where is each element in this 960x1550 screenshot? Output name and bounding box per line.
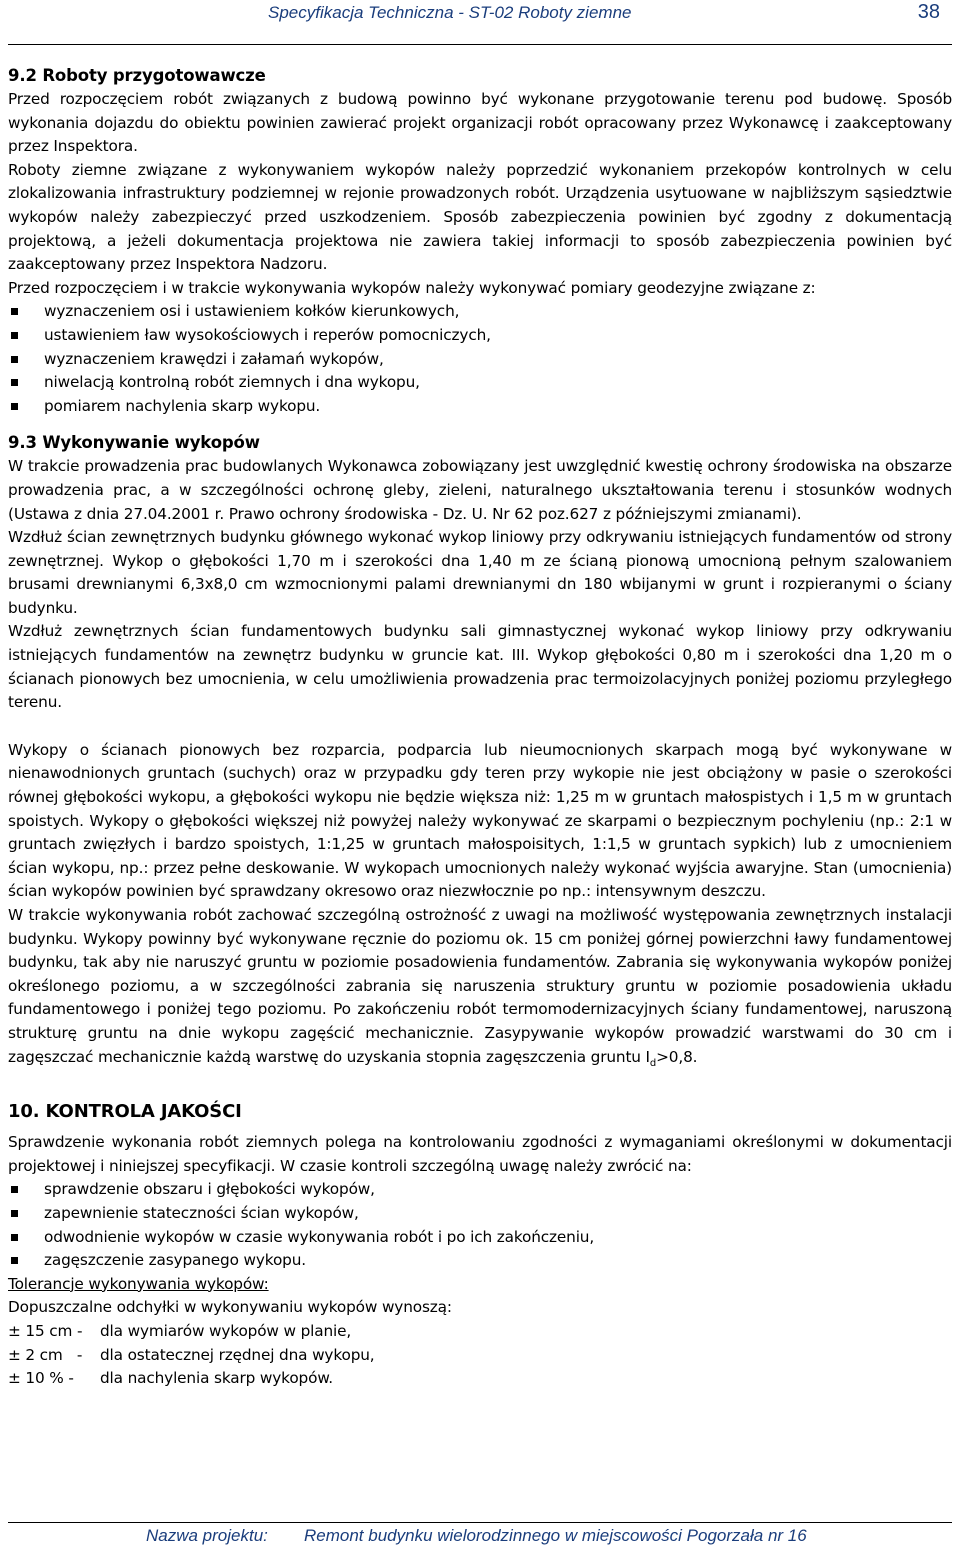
quality-control-list: [8, 1178, 952, 1272]
section-9-2-paragraph-3: Przed rozpoczęciem i w trakcie wykonywania wykopów należy wykonywać pomiary geodezyjne związane z:: [8, 278, 816, 297]
section-9-2-paragraph-2: Roboty ziemne związane z wykonywaniem wykopów należy poprzedzić wykonaniem przekopów kontrolnych w celu zlokalizowania infrastruktury podziemnej w rejonie prowadzonych robót. Urządzenia usytuowane w najbliższym sąsiedztwie wykopów należy zabezpieczyć przed uszkodzeniem. Sposób zabezpieczenia powinien być zgodny z dokumentacją projektową, a jeżeli dokumentacja projektowa nie zawiera takiej informacji to sposób zabezpieczenia powinien być zaakceptowany przez Inspektora Nadzoru.: [8, 160, 952, 274]
section-10-heading: 10. KONTROLA JAKOŚCI: [8, 1101, 242, 1123]
section-9-3-paragraph-5: [8, 904, 952, 1069]
tolerance-description: dla wymiarów wykopów w planie,: [100, 1321, 352, 1340]
project-name: Remont budynku wielorodzinnego w miejscowości Pogorzała nr 16: [304, 1526, 807, 1545]
subscript-d: d: [649, 1057, 657, 1069]
tolerance-value: ± 10 % -: [8, 1369, 74, 1388]
section-9-3-paragraph-3: Wzdłuż zewnętrznych ścian fundamentowych budynku sali gimnastycznej wykonać wykop liniowy przy odkrywaniu istniejących fundamentów na zewnętrz budynku w gruncie kat. III. Wykop głębokości 0,80 m i szerokości dna 1,20 m o ścianach pionowych bez umocnienia, w celu umożliwienia prowadzenia prac termoizolacyjnych poniżej poziomu przyległego terenu.: [8, 622, 952, 712]
section-9-2-heading: 9.2 Roboty przygotowawcze: [8, 66, 266, 85]
tolerance-description: dla ostatecznej rzędnej dna wykopu,: [100, 1345, 375, 1364]
list-item: niwelacją kontrolną robót ziemnych i dna wykopu,: [8, 371, 952, 395]
tolerance-value: ± 2 cm -: [8, 1345, 83, 1364]
page-footer: [8, 1522, 952, 1550]
document-body: [8, 64, 952, 1391]
section-9-3-paragraph-1: W trakcie prowadzenia prac budowlanych Wykonawca zobowiązany jest uwzględnić kwestię ochrony środowiska na obszarze prowadzenia prac, a w szczególności ochronę gleby, zieleni, naturalnego ukształtowania terenu i stosunków wodnych (Ustawa z dnia 27.04.2001 r. Prawo ochrony środowiska - Dz. U. Nr 62 poz.627 z późniejszymi zmianami).: [8, 457, 952, 523]
list-item: sprawdzenie obszaru i głębokości wykopów,: [8, 1178, 952, 1202]
list-item: zapewnienie stateczności ścian wykopów,: [8, 1202, 952, 1226]
paragraph-5-end: >0,8.: [656, 1047, 698, 1066]
footer-divider: [8, 1522, 952, 1523]
header-divider: [8, 44, 952, 45]
list-item: wyznaczeniem krawędzi i załamań wykopów,: [8, 348, 952, 372]
list-item: zagęszczenie zasypanego wykopu.: [8, 1249, 952, 1273]
list-item: pomiarem nachylenia skarp wykopu.: [8, 395, 952, 419]
tolerance-row: [8, 1344, 952, 1368]
tolerance-value: ± 15 cm -: [8, 1321, 83, 1340]
section-9-3-paragraph-4: Wykopy o ścianach pionowych bez rozparcia, podparcia lub nieumocnionych skarpach mogą być wykonywane w nienawodnionych gruntach (suchych) oraz w przypadku gdy teren przy wykopie nie jest obciążony w pasie o szerokości równej głębokości wykopu, a głębokości wykopu nie będzie większa niż: 1,25 m w gruntach małospistych i 1,5 m w gruntach spoistych. Wykopy o głębokości większej niż powyżej należy wykonywać ze skarpami o bezpiecznym pochyleniu (np.: 2:1 w gruntach zwięzłych i bardzo spoistych, 1:1,25 w gruntach małospoisitych, 1:1,5 w gruntach sypkich) lub z umocnieniem ścian wykopu, np.: przez pełne deskowanie. W wykopach umocnionych należy wykonać wyjścia awaryjne. Stan (umocnienia) ścian wykopów powinien być sprawdzany okresowo oraz niezwłocznie po np.: intensywnym deszczu.: [8, 740, 952, 901]
list-item: ustawieniem ław wysokościowych i reperów pomocniczych,: [8, 324, 952, 348]
page-number: 38: [917, 1, 940, 23]
list-item: wyznaczeniem osi i ustawieniem kołków kierunkowych,: [8, 300, 952, 324]
page-header: [8, 0, 952, 44]
section-9-2-paragraph-1: Przed rozpoczęciem robót związanych z budową powinno być wykonane przygotowanie terenu pod budowę. Sposób wykonania dojazdu do obiektu powinien zawierać projekt organizacji robót opracowany przez Wykonawcę i zaakceptowany przez Inspektora.: [8, 90, 952, 156]
tolerance-row: [8, 1320, 952, 1344]
section-9-3-heading: 9.3 Wykonywanie wykopów: [8, 433, 260, 453]
tolerance-row: [8, 1367, 952, 1391]
footer-label: Nazwa projektu:: [146, 1526, 268, 1545]
tolerance-description: dla nachylenia skarp wykopów.: [100, 1369, 333, 1388]
tolerance-heading: Tolerancje wykonywania wykopów:: [8, 1274, 269, 1293]
paragraph-5-text: W trakcie wykonywania robót zachować szczególną ostrożność z uwagi na możliwość występowania zewnętrznych instalacji budynku. Wykopy powinny być wykonywane ręcznie do poziomu ok. 15 cm poniżej górnej powierzchni ławy fundamentowej budynku, tak aby nie naruszyć gruntu w poziomie posadowienia fundamentów. Zabrania się wykonywania wykopów poniżej określonego poziomu, a w szczególności zabrania się naruszenia struktury gruntu w poziomie posadowienia układu fundamentowego i poniżej tego poziomu. Po zakończeniu robót termomodernizacyjnych ściany fundamentowej, naruszoną strukturę gruntu na dnie wykopu zagęścić mechanicznie. Zasypywanie wykopów prowadzić warstwami do 30 cm i zagęszczać mechanicznie każdą warstwę do uzyskania stopnia zagęszczenia gruntu I: [8, 906, 952, 1066]
geodetic-measurements-list: [8, 300, 952, 418]
list-item: odwodnienie wykopów w czasie wykonywania robót i po ich zakończeniu,: [8, 1226, 952, 1250]
section-10-paragraph-1: Sprawdzenie wykonania robót ziemnych polega na kontrolowaniu zgodności z wymaganiami określonymi w dokumentacji projektowej i niniejszej specyfikacji. W czasie kontroli szczególną uwagę należy zwrócić na:: [8, 1133, 952, 1175]
tolerance-intro: Dopuszczalne odchyłki w wykonywaniu wykopów wynoszą:: [8, 1298, 452, 1317]
section-9-3-paragraph-2: Wzdłuż ścian zewnętrznych budynku głównego wykonać wykop liniowy przy odkrywaniu istniejących fundamentów od strony zewnętrznej. Wykop o głębokości 1,70 m i szerokości dna 1,40 m ze ścianą pionową umocnioną pełnym szalowaniem brusami drewnianymi 6,3x8,0 cm wzmocnionymi palami drewnianymi dn 180 wbijanymi w grunt i rozpieranymi o ściany budynku.: [8, 528, 952, 617]
header-title: Specyfikacja Techniczna - ST-02 Roboty ziemne: [268, 3, 632, 22]
